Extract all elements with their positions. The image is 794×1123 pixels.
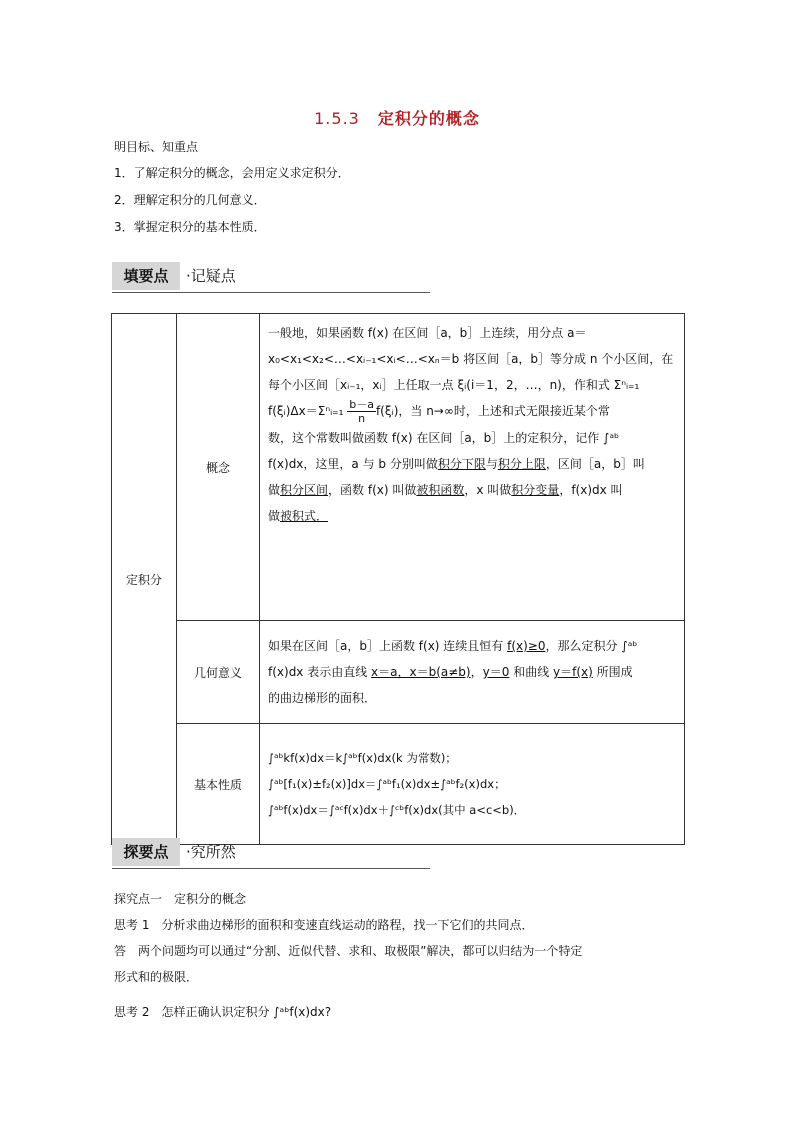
riemann-sum-left: f(ξᵢ)Δx＝Σⁿᵢ₌₁ [268, 404, 344, 418]
goal-item: 2．理解定积分的几何意义． [114, 193, 266, 207]
text: ，函数 f(x) 叫做 [328, 483, 417, 497]
goals-heading: 明目标、知重点 [114, 140, 199, 154]
answer-lower-limit: 积分下限 [437, 457, 486, 471]
text: 与 [485, 457, 498, 471]
text: 所围成 [592, 665, 633, 679]
text: ，x 叫做 [464, 483, 512, 497]
concept-line: 每个小区间［xᵢ₋₁，xᵢ］上任取一点 ξᵢ(i＝1，2，…，n)，作和式 Σⁿᵢ₌₁ [268, 378, 640, 392]
concept-line: 一般地，如果函数 f(x) 在区间［a，b］上连续，用分点 a＝ [268, 326, 587, 340]
answer-text: 形式和的极限． [114, 970, 199, 984]
think-question: 思考 2 怎样正确认识定积分 ∫ᵃᵇf(x)dx? [114, 1005, 332, 1019]
row-label-properties: 基本性质 [177, 724, 260, 845]
property-item: ∫ᵃᵇf(x)dx＝∫ᵃᶜf(x)dx＋∫ᶜᵇf(x)dx(其中 a<c<b)． [268, 803, 526, 817]
answer-upper-limit: 积分上限 [497, 457, 546, 471]
explore-point-heading: 探究点一 定积分的概念 [114, 892, 247, 906]
text: f(x)dx 表示由直线 [268, 665, 372, 679]
section-number: 1.5.3 [314, 109, 360, 128]
section-tag: 探要点 [112, 838, 180, 866]
answer-curve: y＝f(x) [553, 665, 593, 679]
definite-integral-table [111, 313, 685, 845]
section-header-explore [112, 838, 430, 869]
concept-line [268, 503, 678, 529]
concept-line [268, 451, 678, 477]
property-item: ∫ᵃᵇkf(x)dx＝k∫ᵃᵇf(x)dx(k 为常数)； [268, 751, 457, 765]
answer-interval: 积分区间 [280, 483, 329, 497]
section-title: 定积分的概念 [377, 109, 480, 128]
text: 如果在区间［a，b］上函数 f(x) 连续且恒有 [268, 639, 508, 653]
property-item: ∫ᵃᵇ[f₁(x)±f₂(x)]dx＝∫ᵃᵇf₁(x)dx±∫ᵃᵇf₂(x)dx； [268, 777, 506, 791]
geometry-line [268, 633, 678, 659]
concept-line: 数，这个常数叫做函数 f(x) 在区间［a，b］上的定积分，记作 ∫ᵃᵇ [268, 431, 620, 445]
section-header-fill-points [112, 262, 430, 293]
answer-x-axis: y＝0 [482, 665, 510, 679]
fraction-numerator: b－a [349, 398, 374, 411]
fraction [347, 398, 376, 425]
table-row [112, 724, 685, 845]
section-subtitle: ·记疑点 [186, 267, 236, 285]
page-title [0, 106, 794, 129]
properties-content [260, 724, 685, 845]
text: 和曲线 [509, 665, 554, 679]
concept-line [268, 477, 678, 503]
section-tag: 填要点 [112, 262, 180, 290]
row-label-geometry: 几何意义 [177, 621, 260, 724]
text: f(x)dx，这里，a 与 b 分别叫做 [268, 457, 438, 471]
text: ，f(x)dx 叫 [559, 483, 623, 497]
riemann-sum-right: f(ξᵢ)，当 n→∞时，上述和式无限接近某个常 [375, 404, 610, 418]
geometry-line: 的曲边梯形的面积． [268, 691, 377, 705]
geometry-line [268, 659, 678, 685]
fraction-denominator: n [358, 412, 366, 425]
geometry-content [260, 621, 685, 724]
text: ，那么定积分 ∫ᵃᵇ [545, 639, 638, 653]
text: 做 [268, 509, 281, 523]
think-question: 思考 1 分析求曲边梯形的面积和变速直线运动的路程，找一下它们的共同点． [114, 918, 534, 932]
table-row [112, 621, 685, 724]
concept-line: x₀<x₁<x₂<…<xᵢ₋₁<xᵢ<…<xₙ＝b 将区间［a，b］等分成 n 个小区间，在 [268, 352, 674, 366]
text: 做 [268, 483, 281, 497]
concept-line [268, 398, 678, 425]
text: ， [470, 665, 483, 679]
answer-condition: f(x)≥0 [507, 639, 546, 653]
concept-content [260, 314, 685, 621]
answer-text: 答 两个问题均可以通过“分割、近似代替、求和、取极限”解决，都可以归结为一个特定 [114, 944, 583, 958]
answer-lines: x＝a，x＝b(a≠b) [371, 665, 471, 679]
answer-integrand-expression: 被积式． [280, 509, 329, 523]
answer-integrand: 被积函数 [416, 483, 465, 497]
text: ，区间［a，b］叫 [545, 457, 645, 471]
answer-variable: 积分变量 [511, 483, 560, 497]
row-label-concept: 概念 [177, 314, 260, 621]
section-subtitle: ·究所然 [186, 843, 236, 861]
table-row [112, 314, 685, 621]
goal-item: 3．掌握定积分的基本性质． [114, 220, 266, 234]
goal-item: 1．了解定积分的概念，会用定义求定积分． [114, 166, 350, 180]
table-main-label: 定积分 [112, 314, 177, 845]
